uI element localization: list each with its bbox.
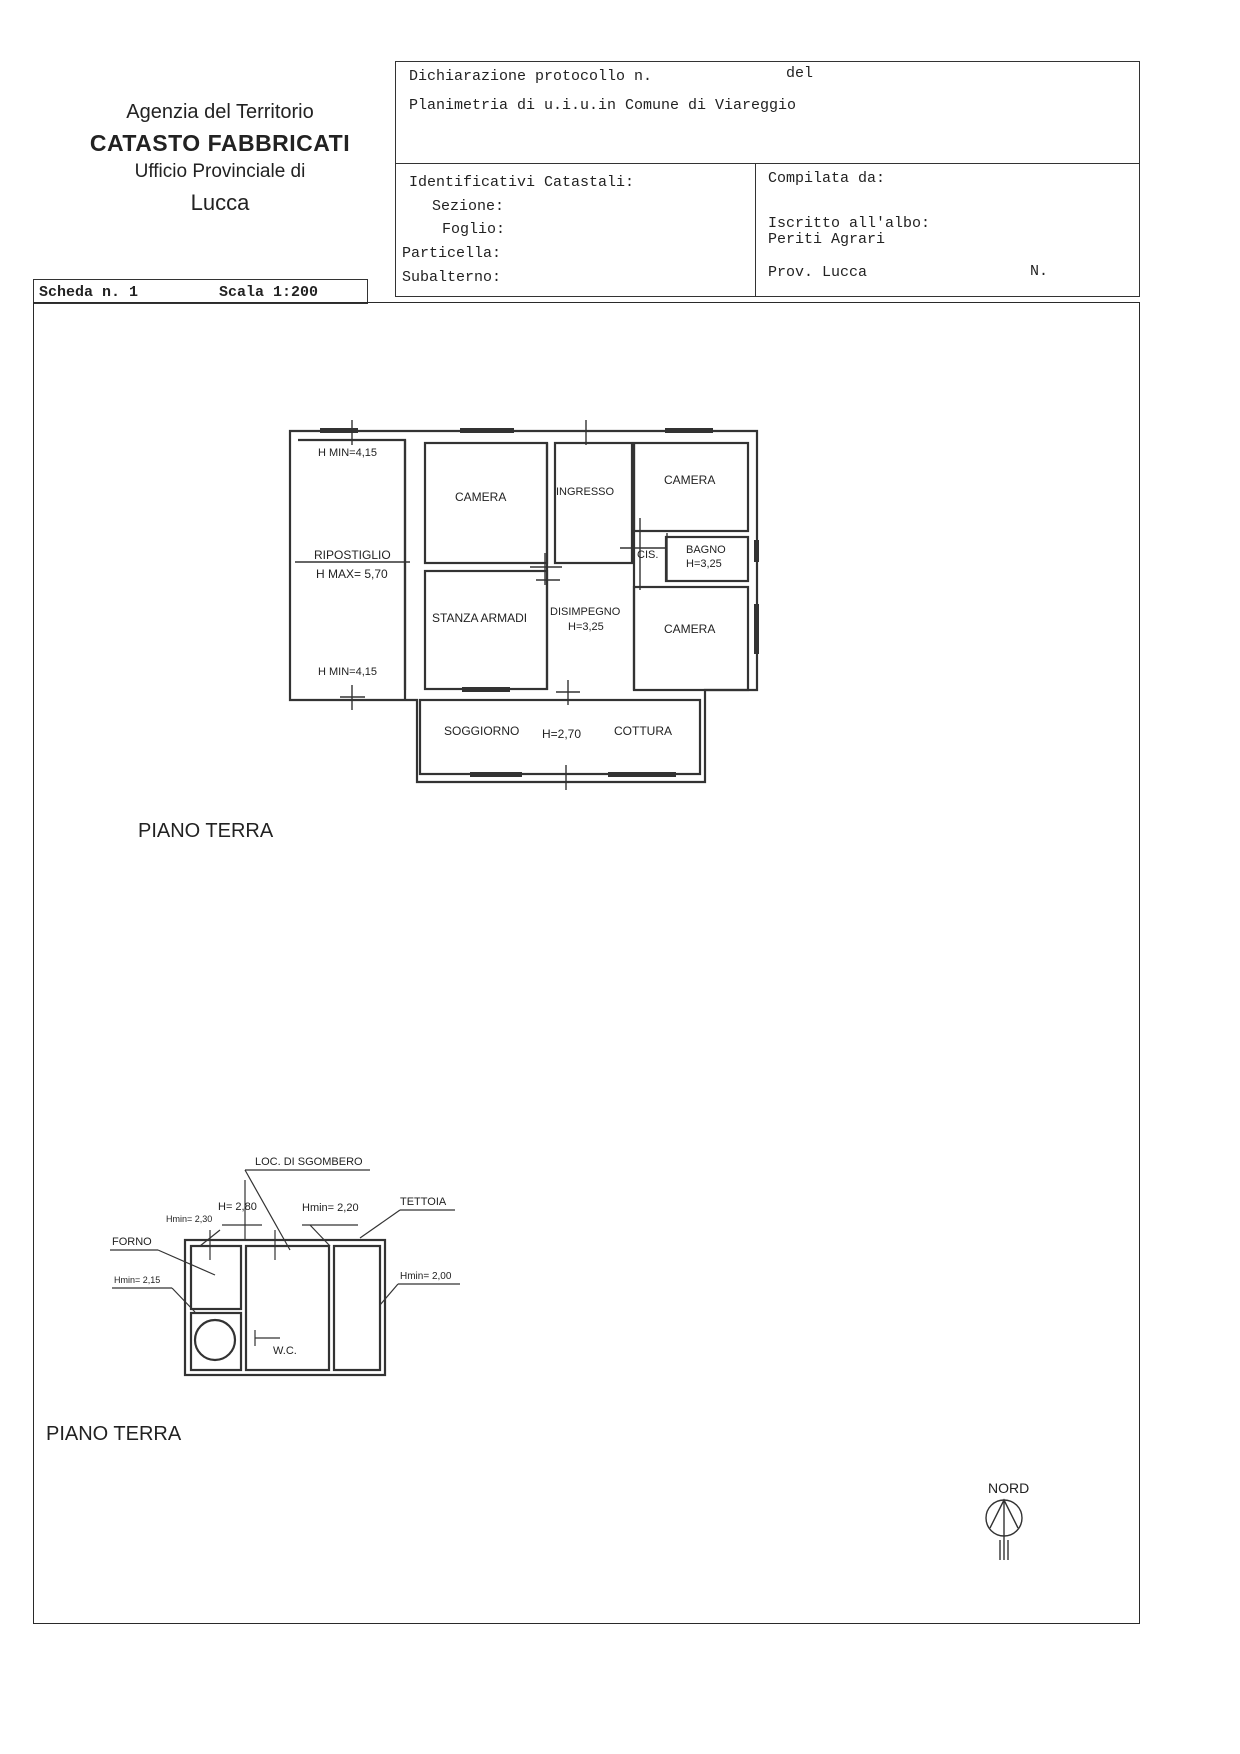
plan1-cottura: COTTURA	[614, 724, 672, 738]
plan2-hmin-200: Hmin= 2,00	[400, 1271, 452, 1282]
plan1-camera-1: CAMERA	[455, 490, 507, 504]
periti-label: Periti Agrari	[768, 231, 886, 248]
north-arrow-icon	[986, 1500, 1022, 1560]
plan1-camera-3: CAMERA	[664, 622, 716, 636]
plan2-tettoia: TETTOIA	[400, 1196, 447, 1208]
particella-label: Particella:	[402, 245, 502, 262]
plan1-h-max: H MAX= 5,70	[316, 567, 388, 581]
plan1-bagno: BAGNO	[686, 544, 726, 556]
scale-label: Scala 1:200	[219, 284, 319, 301]
plan2-wc: W.C.	[273, 1345, 297, 1357]
plan2-loc-disgombero: LOC. DI SGOMBERO	[255, 1156, 363, 1168]
scheda-number: Scheda n. 1	[39, 284, 139, 301]
plan2-h-280: H= 2,80	[218, 1201, 257, 1213]
ufficio-label: Ufficio Provinciale di	[134, 161, 306, 182]
plan1-h-min-bottom: H MIN=4,15	[318, 666, 377, 678]
plan1-h-min-top: H MIN=4,15	[318, 447, 377, 459]
compilata-label: Compilata da:	[768, 170, 886, 187]
agency-name: Agenzia del Territorio	[126, 101, 314, 123]
plan1-bagno-h: H=3,25	[686, 558, 722, 570]
plan1-soggiorno-h: H=2,70	[542, 727, 582, 741]
province-name: Lucca	[190, 190, 250, 215]
plan1-camera-2: CAMERA	[664, 473, 716, 487]
foglio-label: Foglio:	[442, 221, 506, 238]
subalterno-label: Subalterno:	[402, 269, 502, 286]
plan2-forno: FORNO	[112, 1236, 152, 1248]
plan2-hmin-215: Hmin= 2,15	[114, 1275, 161, 1285]
del-label: del	[786, 65, 814, 82]
identificativi-label: Identificativi Catastali:	[409, 174, 635, 191]
sezione-label: Sezione:	[432, 198, 505, 215]
plan2-floor-label: PIANO TERRA	[46, 1423, 182, 1445]
plan1-disimpegno: DISIMPEGNO	[550, 606, 621, 618]
plan1-cis: CIS.	[637, 549, 659, 561]
plan1-floor-label: PIANO TERRA	[138, 820, 274, 842]
plan2-hmin-220: Hmin= 2,20	[302, 1202, 359, 1214]
planimetria-label: Planimetria di u.i.u.in Comune di Viareggio	[409, 97, 797, 114]
prov-label: Prov. Lucca	[768, 264, 868, 281]
plan1-ripostiglio: RIPOSTIGLIO	[314, 548, 391, 562]
plan1-soggiorno: SOGGIORNO	[444, 724, 520, 738]
plan1-stanza-armadi: STANZA ARMADI	[432, 611, 528, 625]
plan2-hmin-230: Hmin= 2,30	[166, 1214, 213, 1224]
north-label: NORD	[988, 1480, 1030, 1496]
number-label: N.	[1030, 263, 1049, 280]
plan1-disimpegno-h: H=3,25	[568, 621, 604, 633]
dichiarazione-label: Dichiarazione protocollo n.	[409, 68, 653, 85]
iscritto-label: Iscritto all'albo:	[768, 215, 931, 232]
catasto-title: CATASTO FABBRICATI	[89, 130, 351, 156]
plan1-ingresso: INGRESSO	[556, 486, 615, 498]
